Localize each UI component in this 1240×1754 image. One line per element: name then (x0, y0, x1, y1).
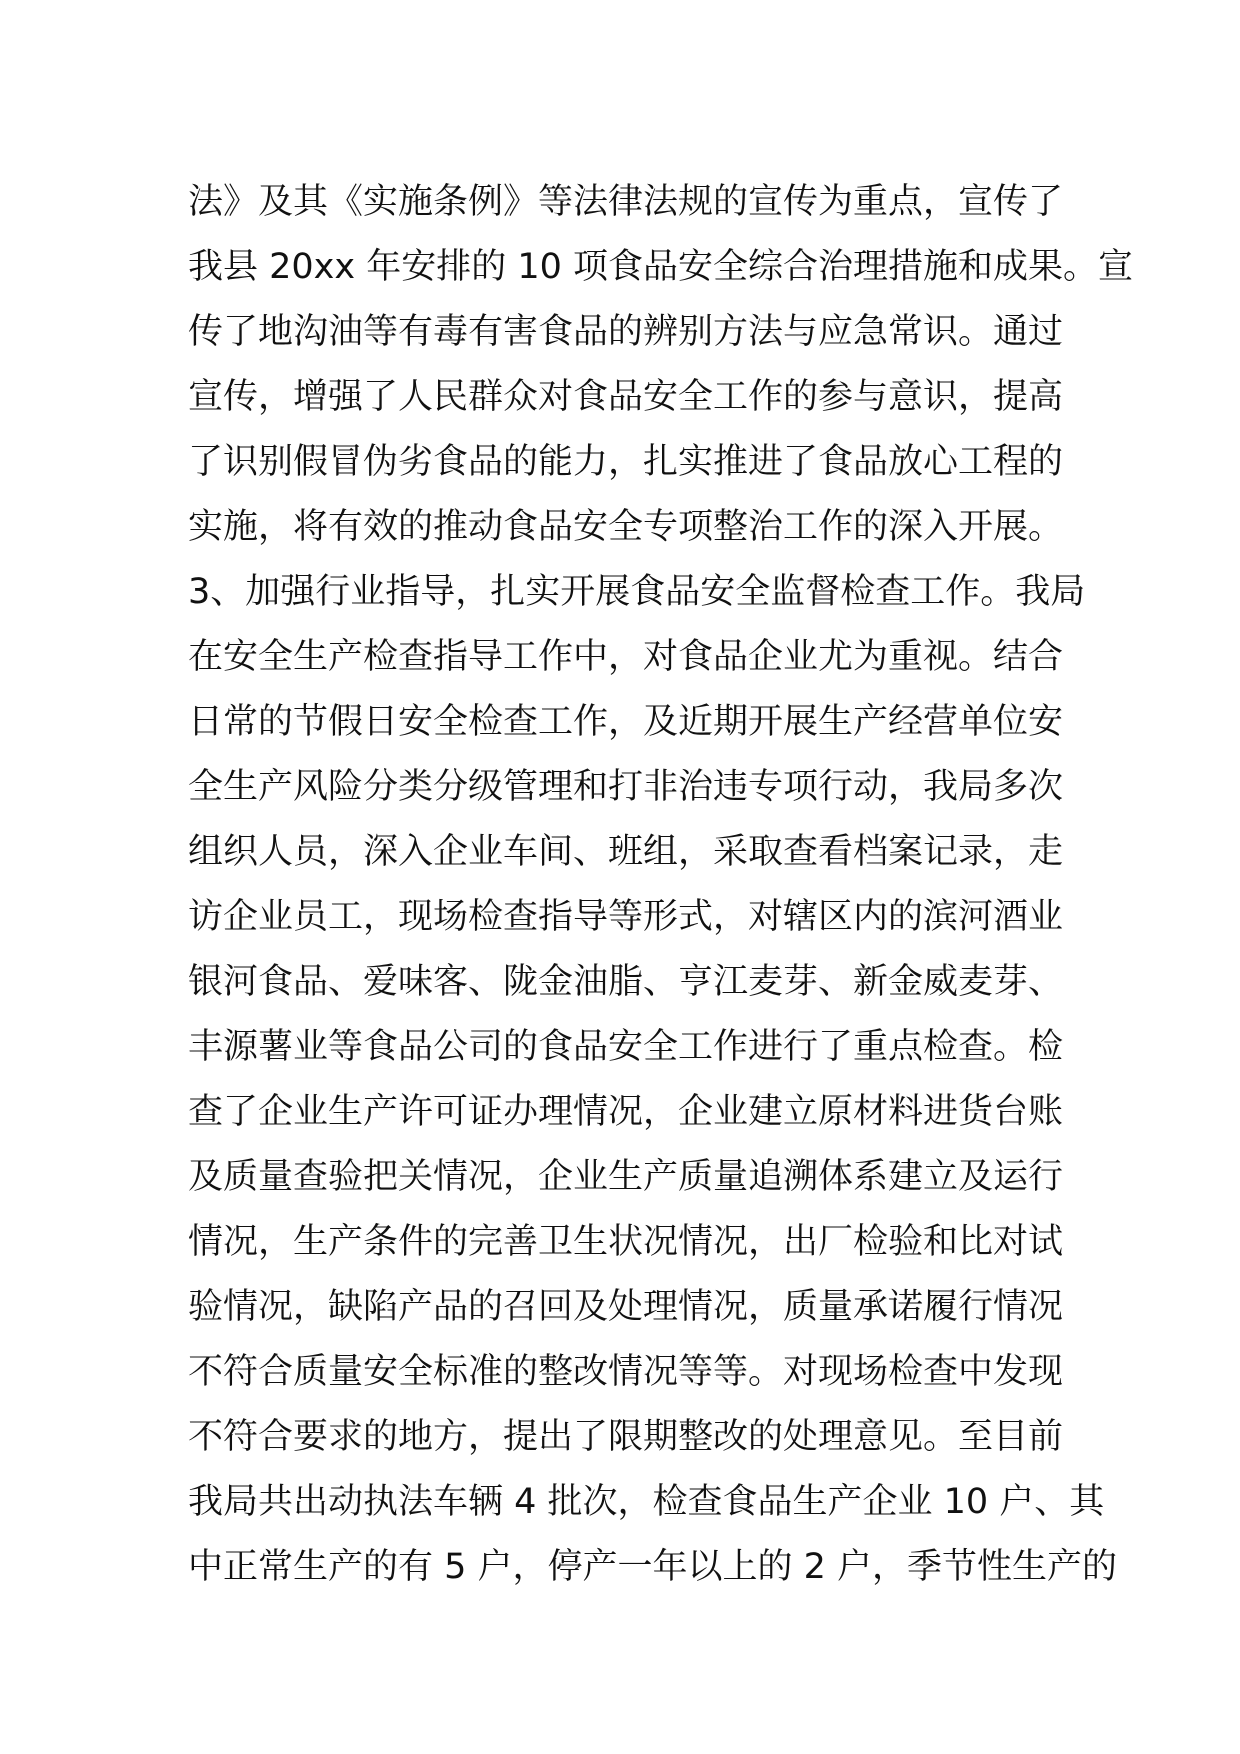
text-line: 了识别假冒伪劣食品的能力，扎实推进了食品放心工程的 (188, 442, 1064, 482)
text-line: 中正常生产的有 5 户，停产一年以上的 2 户，季节性生产的 (188, 1547, 1118, 1587)
text-line: 访企业员工，现场检查指导等形式，对辖区内的滨河酒业 (188, 897, 1064, 937)
text-line: 丰源薯业等食品公司的食品安全工作进行了重点检查。检 (188, 1027, 1064, 1067)
text-line: 查了企业生产许可证办理情况，企业建立原材料进货台账 (188, 1092, 1064, 1132)
text-line: 组织人员，深入企业车间、班组，采取查看档案记录，走 (188, 832, 1064, 872)
text-line: 3、加强行业指导，扎实开展食品安全监督检查工作。我局 (188, 572, 1086, 612)
text-line: 全生产风险分类分级管理和打非治违专项行动，我局多次 (188, 767, 1064, 807)
text-line: 银河食品、爱味客、陇金油脂、亨江麦芽、新金威麦芽、 (188, 962, 1064, 1002)
text-line: 不符合要求的地方，提出了限期整改的处理意见。至目前 (188, 1417, 1064, 1457)
text-line: 在安全生产检查指导工作中，对食品企业尤为重视。结合 (188, 637, 1064, 677)
text-line: 及质量查验把关情况，企业生产质量追溯体系建立及运行 (188, 1157, 1064, 1197)
text-line: 法》及其《实施条例》等法律法规的宣传为重点，宣传了 (188, 182, 1064, 222)
text-line: 宣传，增强了人民群众对食品安全工作的参与意识，提高 (188, 377, 1064, 417)
text-line: 日常的节假日安全检查工作，及近期开展生产经营单位安 (188, 702, 1064, 742)
text-line: 不符合质量安全标准的整改情况等等。对现场检查中发现 (188, 1352, 1064, 1392)
text-line: 验情况，缺陷产品的召回及处理情况，质量承诺履行情况 (188, 1287, 1064, 1327)
text-line: 实施，将有效的推动食品安全专项整治工作的深入开展。 (188, 507, 1064, 547)
text-line: 我县 20xx 年安排的 10 项食品安全综合治理措施和成果。宣 (188, 247, 1134, 287)
text-line: 我局共出动执法车辆 4 批次，检查食品生产企业 10 户、其 (188, 1482, 1105, 1522)
body-text (188, 170, 1134, 1600)
text-line: 情况，生产条件的完善卫生状况情况，出厂检验和比对试 (188, 1222, 1064, 1262)
text-line: 传了地沟油等有毒有害食品的辨别方法与应急常识。通过 (188, 312, 1064, 352)
